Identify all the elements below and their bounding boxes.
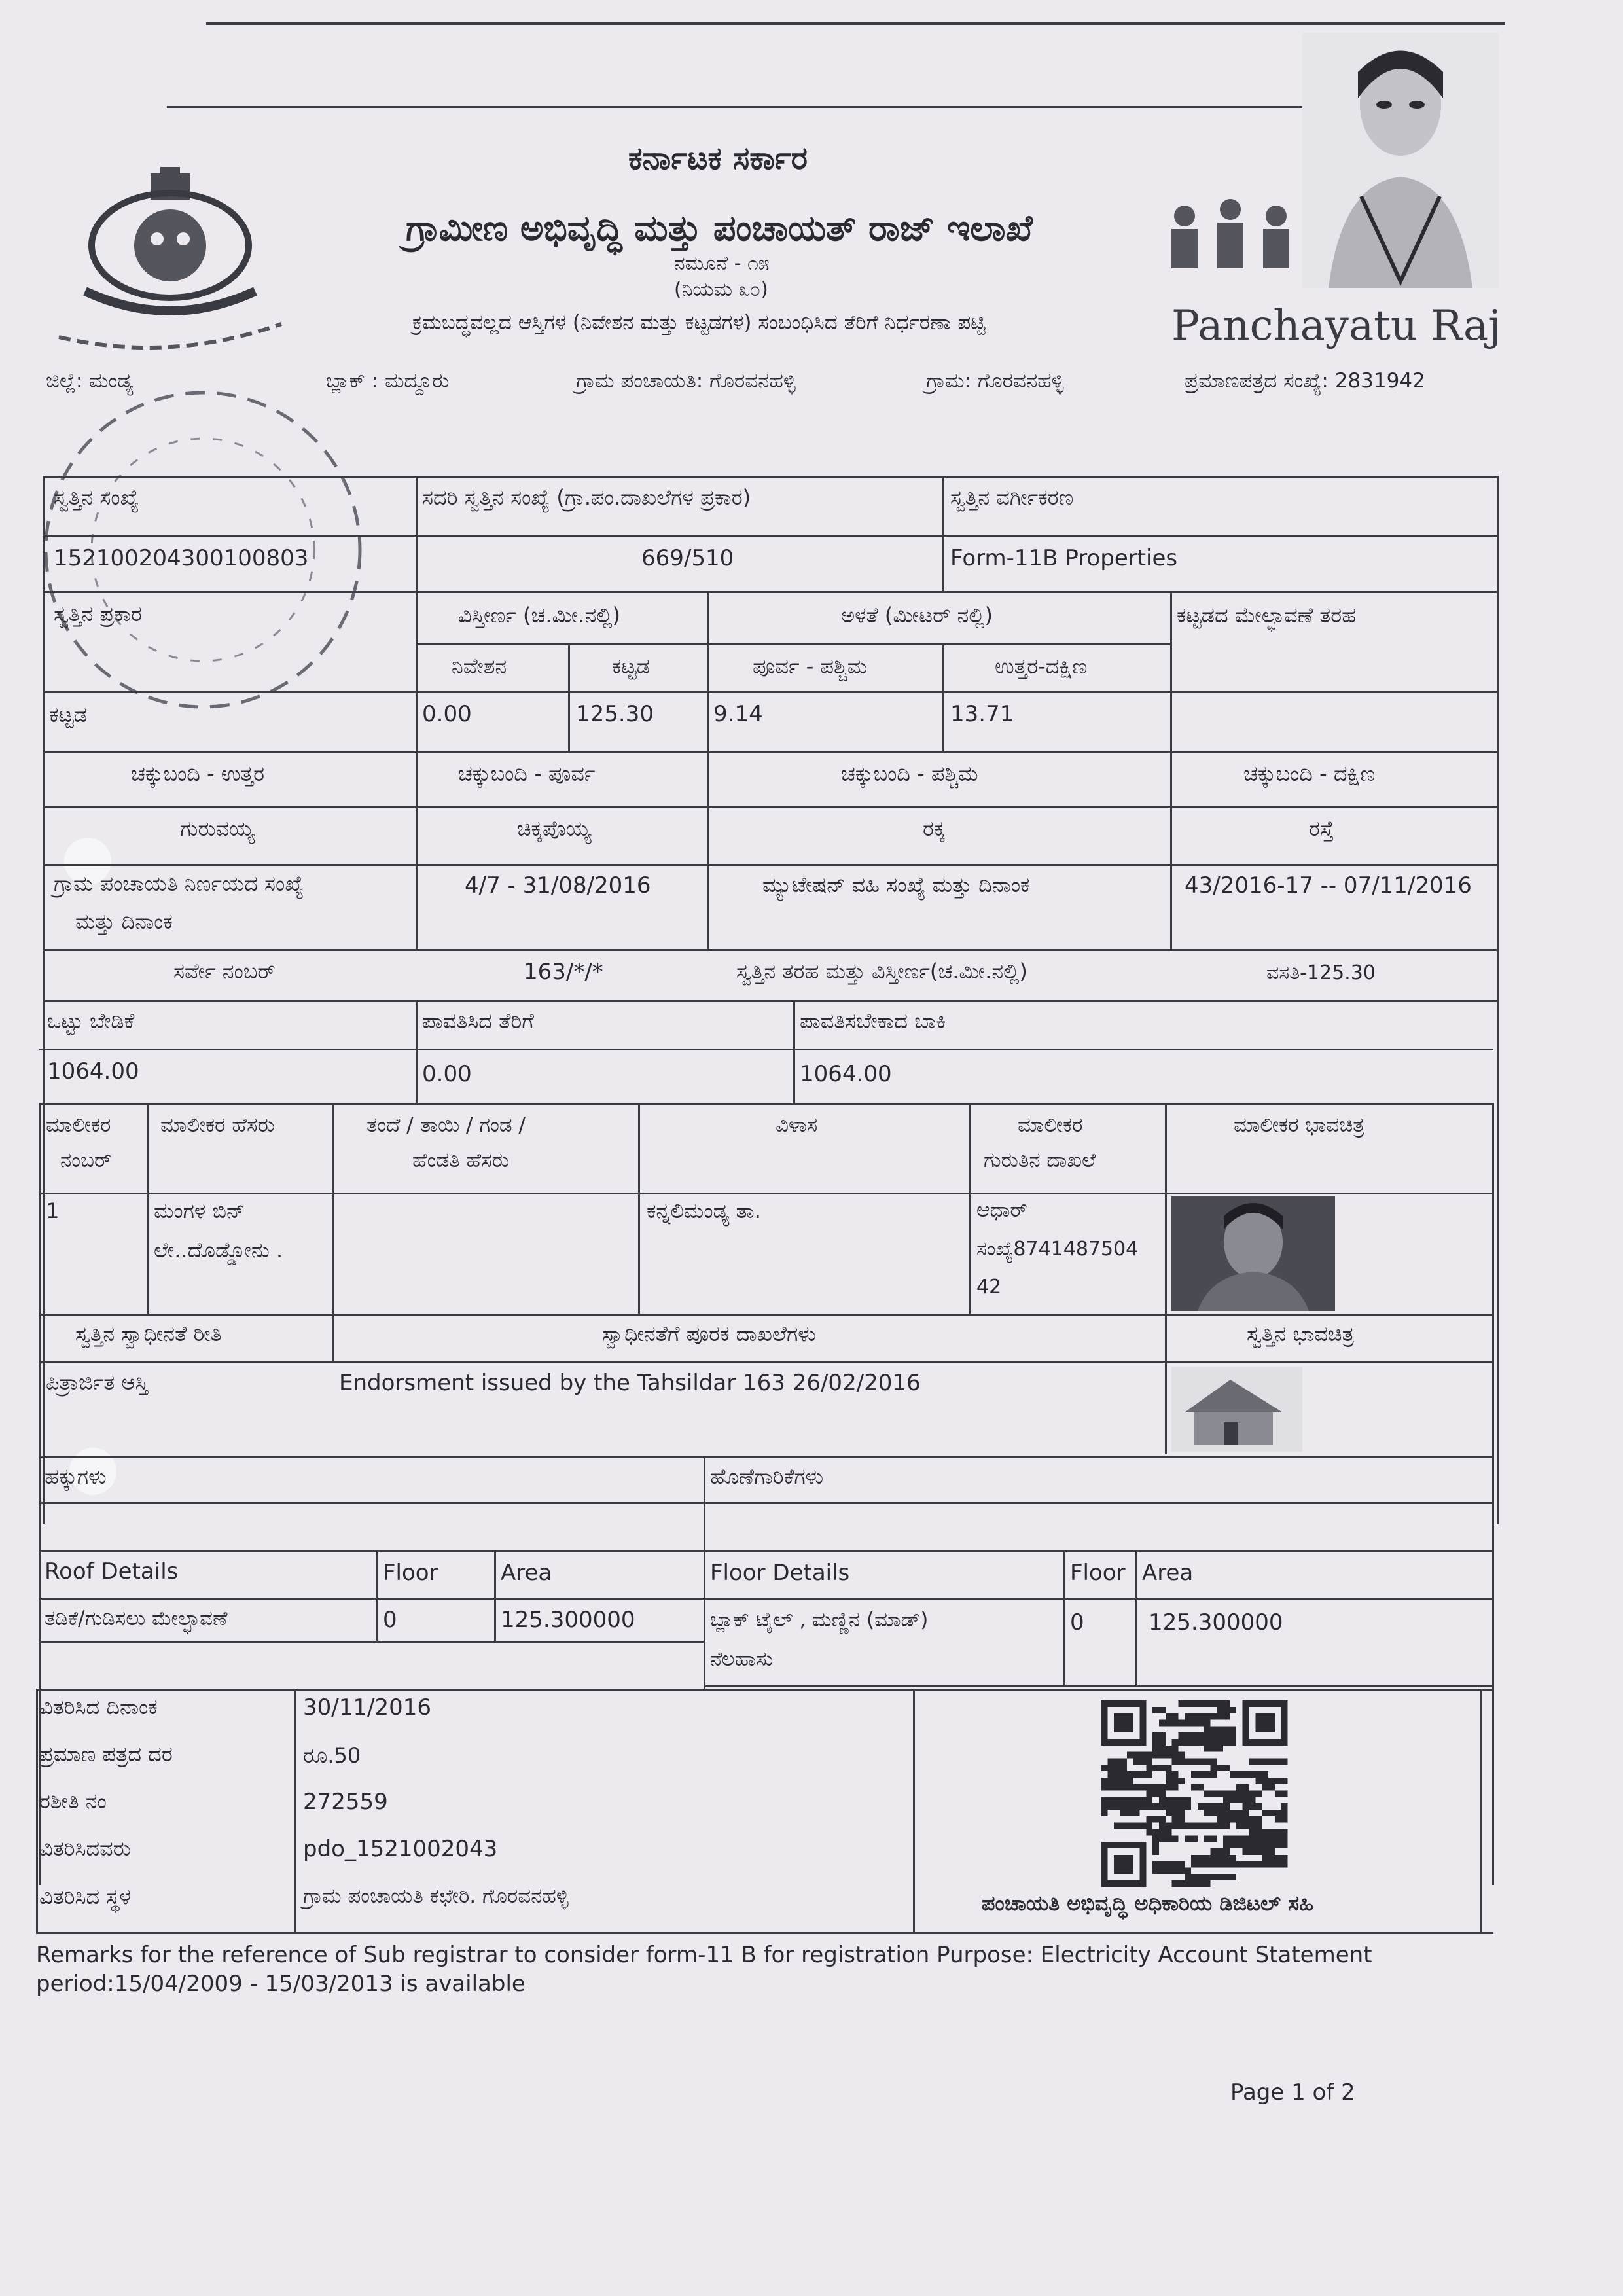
rights-label: ಹಕ್ಕುಗಳು — [45, 1464, 107, 1489]
table-rule — [39, 1641, 704, 1643]
owner-id-label: ಮಾಲೀಕರ — [1018, 1113, 1083, 1137]
owner-name-label: ಮಾಲೀಕರ ಹೆಸರು — [160, 1113, 275, 1137]
table-rule — [147, 1103, 149, 1314]
village: ಗ್ರಾಮ: ಗೊರವನಹಳ್ಳಿ — [926, 369, 1064, 393]
table-rule — [1492, 1103, 1494, 1885]
table-rule — [704, 1456, 705, 1689]
roof-floor-value: 0 — [383, 1607, 397, 1633]
block: ಬ್ಲಾಕ್ : ಮದ್ದೂರು — [326, 369, 450, 393]
department-title: ಗ್ರಾಮೀಣ ಅಭಿವೃದ್ಧಿ ಮತ್ತು ಪಂಚಾಯತ್ ರಾಜ್ ಇಲಾಖೆ — [406, 207, 1033, 249]
nature-area-label: ಸ್ವತ್ತಿನ ತರಹ ಮತ್ತು ವಿಸ್ತೀರ್ಣ(ಚ.ಮೀ.ನಲ್ಲಿ) — [736, 959, 1027, 984]
building-label: ಕಟ್ಟಡ — [612, 654, 650, 679]
table-rule — [39, 1103, 1493, 1105]
owner-id-label-line2: ಗುರುತಿನ ದಾಖಲೆ — [984, 1149, 1096, 1172]
ownership-mode-value: ಪಿತ್ರಾರ್ಜಿತ ಆಸ್ತಿ — [46, 1370, 149, 1395]
table-rule — [1063, 1550, 1065, 1685]
owner-photo-label: ಮಾಲೀಕರ ಭಾವಚಿತ್ರ — [1234, 1113, 1364, 1137]
floor-type-value: ಬ್ಲಾಕ್ ಟೈಲ್ , ಮಣ್ಣಿನ (ಮಾಡ್) — [710, 1608, 929, 1632]
east-boundary-value: ಚಿಕ್ಕಪೊಯ್ಯ — [517, 816, 592, 841]
site-label: ನಿವೇಶನ — [452, 654, 507, 679]
property-photo — [1171, 1367, 1302, 1452]
classification-label: ಸ್ವತ್ತಿನ ವರ್ಗೀಕರಣ — [950, 485, 1074, 510]
floor-details-header: Floor Details — [710, 1560, 850, 1586]
sadari-label: ಸದರಿ ಸ್ವತ್ತಿನ ಸಂಖ್ಯೆ (ಗ್ರಾ.ಪಂ.ದಾಖಲೆಗಳ ಪ್ರಕಾರ) — [422, 485, 751, 510]
owner-id-value-line3: 42 — [976, 1276, 1002, 1299]
owner-name-value-line2: ಲೇ..ದೊಡ್ಡೋನು . — [154, 1238, 283, 1263]
south-boundary-label: ಚಕ್ಕುಬಂದಿ - ದಕ್ಷಿಣ — [1243, 761, 1376, 786]
south-boundary-value: ರಸ್ತೆ — [1309, 816, 1334, 841]
floor-area-header: Area — [1142, 1560, 1194, 1586]
issued-by-value: pdo_1521002043 — [303, 1836, 498, 1862]
table-rule — [913, 1689, 915, 1932]
tax-paid-label: ಪಾವತಿಸಿದ ತೆರಿಗೆ — [422, 1009, 534, 1033]
owner-address-value: ಕನ್ನಲಿಮಂಡ್ಯ ತಾ. — [647, 1198, 761, 1223]
site-area-value: 0.00 — [422, 701, 472, 727]
header-rule — [167, 106, 1351, 108]
relation-label: ತಂದೆ / ತಾಯಿ / ಗಂಡ / — [366, 1113, 526, 1137]
owner-name-value: ಮಂಗಳ ಬಿನ್ — [154, 1198, 245, 1223]
table-rule — [416, 476, 418, 591]
certificate-fee-value: ರೂ.50 — [303, 1743, 361, 1768]
total-demand-value: 1064.00 — [47, 1058, 139, 1085]
form-name: ನಮೂನೆ - ೧೫ — [674, 252, 770, 275]
digital-signature-caption: ಪಂಚಾಯತಿ ಅಭಿವೃದ್ಧಿ ಅಧಿಕಾರಿಯ ಡಿಜಿಟಲ್ ಸಹಿ — [982, 1891, 1314, 1916]
table-rule — [416, 643, 1171, 645]
property-type-label: ಸ್ವತ್ತಿನ ಪ್ರಕಾರ — [54, 601, 142, 626]
sadari-value: 669/510 — [641, 545, 734, 571]
table-rule — [1497, 476, 1499, 1524]
table-rule — [704, 1685, 1493, 1687]
owner-number-value: 1 — [46, 1198, 60, 1223]
ownership-docs-label: ಸ್ವಾಧೀನತೆಗೆ ಪೂರಕ ದಾಖಲೆಗಳು — [602, 1321, 816, 1346]
remarks-line2: period:15/04/2009 - 15/03/2013 is available — [36, 1971, 526, 1997]
table-rule — [39, 1103, 41, 1885]
west-boundary-value: ರಕ್ಕ — [923, 816, 946, 841]
table-rule — [294, 1689, 296, 1932]
roof-type-value: ತಡಿಕೆ/ಗುಡಿಸಲು ಮೇಲ್ಛಾವಣೆ — [45, 1607, 228, 1630]
east-west-value: 9.14 — [713, 701, 763, 727]
liabilities-label: ಹೊಣೆಗಾರಿಕೆಗಳು — [710, 1464, 824, 1489]
table-rule — [36, 1932, 1493, 1934]
owner-number-label-line2: ನಂಬರ್ — [60, 1149, 112, 1172]
table-rule — [43, 591, 1498, 593]
table-rule — [43, 535, 1498, 537]
north-boundary-value: ಗುರುವಯ್ಯ — [180, 816, 255, 841]
table-rule — [43, 691, 1498, 693]
table-rule — [43, 751, 1498, 753]
table-rule — [39, 1598, 1493, 1600]
north-south-value: 13.71 — [950, 701, 1014, 727]
west-boundary-label: ಚಕ್ಕುಬಂದಿ - ಪಶ್ಚಿಮ — [841, 761, 978, 786]
roof-area-header: Area — [501, 1560, 552, 1586]
owner-number-label: ಮಾಲೀಕರ — [46, 1113, 111, 1137]
table-rule — [43, 864, 1498, 866]
table-rule — [43, 476, 1498, 478]
receipt-number-label: ರಶೀತಿ ನಂ — [39, 1789, 107, 1814]
receipt-number-value: 272559 — [303, 1789, 388, 1815]
survey-number-label: ಸರ್ವೇ ನಂಬರ್ — [173, 959, 276, 984]
owner-id-value: ಆಧಾರ್ — [976, 1198, 1027, 1222]
table-rule — [43, 1000, 1498, 1002]
table-rule — [793, 1000, 795, 1103]
address-label: ವಿಳಾಸ — [776, 1113, 818, 1137]
east-boundary-label: ಚಕ್ಕುಬಂದಿ - ಪೂರ್ವ — [458, 761, 596, 786]
table-rule — [1135, 1550, 1137, 1685]
table-rule — [39, 1193, 1493, 1194]
logo-text: Panchayatu Raj — [1171, 302, 1502, 350]
rule-number: (ನಿಯಮ ೩೦) — [674, 278, 768, 301]
table-rule — [43, 806, 1498, 808]
owner-passport-photo — [1302, 33, 1499, 288]
qr-code-icon — [1099, 1700, 1289, 1887]
table-rule — [416, 1000, 418, 1103]
gram-panchayat: ಗ್ರಾಮ ಪಂಚಾಯತಿ: ಗೊರವನಹಳ್ಳಿ — [576, 369, 796, 393]
table-rule — [942, 643, 944, 751]
table-rule — [568, 643, 570, 751]
nature-area-value: ವಸತಿ-125.30 — [1266, 961, 1376, 984]
certificate-number: ಪ್ರಮಾಣಪತ್ರದ ಸಂಖ್ಯೆ: 2831942 — [1185, 369, 1425, 393]
north-south-label: ಉತ್ತರ-ದಕ್ಷಿಣ — [995, 654, 1088, 679]
table-rule — [36, 1689, 1493, 1691]
roof-floor-header: Floor — [383, 1560, 438, 1586]
certificate-fee-label: ಪ್ರಮಾಣ ಪತ್ರದ ದರ — [39, 1742, 173, 1767]
owner-id-value-line2: ಸಂಖ್ಯೆ8741487504 — [976, 1238, 1139, 1261]
property-type-value: ಕಟ್ಟಡ — [49, 702, 87, 727]
top-rule — [206, 22, 1505, 25]
resolution-label-line2: ಮತ್ತು ದಿನಾಂಕ — [75, 909, 173, 934]
document-subtitle: ಕ್ರಮಬದ್ಧವಲ್ಲದ ಆಸ್ತಿಗಳ (ನಿವೇಶನ ಮತ್ತು ಕಟ್ಟಡಗಳ) ಸಂಬಂಧಿಸಿದ ತೆರಿಗೆ ನಿರ್ಧರಣಾ ಪಟ್ಟಿ — [412, 311, 986, 334]
area-label: ವಿಸ್ತೀರ್ಣ (ಚ.ಮೀ.ನಲ್ಲಿ) — [458, 603, 620, 628]
survey-number-value: 163/*/* — [524, 959, 603, 985]
owner-photo — [1171, 1196, 1335, 1311]
table-rule — [39, 1049, 1493, 1050]
table-rule — [707, 591, 709, 949]
roof-area-value: 125.300000 — [501, 1607, 635, 1633]
table-rule — [942, 476, 944, 591]
table-rule — [969, 1103, 971, 1314]
floor-floor-value: 0 — [1070, 1609, 1084, 1636]
table-rule — [376, 1550, 378, 1641]
table-rule — [1170, 591, 1172, 949]
issue-place-value: ಗ್ರಾಮ ಪಂಚಾಯತಿ ಕಛೇರಿ. ಗೊರವನಹಳ್ಳಿ — [303, 1884, 569, 1908]
balance-value: 1064.00 — [800, 1061, 892, 1087]
property-id-label: ಸ್ವತ್ತಿನ ಸಂಖ್ಯೆ — [54, 485, 139, 510]
karnataka-emblem-icon — [46, 167, 294, 389]
mutation-value: 43/2016-17 -- 07/11/2016 — [1185, 872, 1472, 899]
table-rule — [638, 1103, 640, 1314]
table-rule — [43, 949, 1498, 951]
ownership-mode-label: ಸ್ವತ್ತಿನ ಸ್ವಾಧೀನತೆ ರೀತಿ — [75, 1321, 222, 1346]
floor-area-value: 125.300000 — [1149, 1609, 1283, 1636]
table-rule — [332, 1103, 334, 1361]
relation-label-line2: ಹೆಂಡತಿ ಹೆಸರು — [412, 1149, 509, 1172]
roof-type-label: ಕಟ್ಟಡದ ಮೇಲ್ಛಾವಣೆ ತರಹ — [1177, 603, 1357, 628]
issue-date-label: ವಿತರಿಸಿದ ದಿನಾಂಕ — [39, 1695, 158, 1719]
issue-date-value: 30/11/2016 — [303, 1695, 431, 1721]
table-rule — [416, 591, 418, 949]
roof-details-header: Roof Details — [45, 1558, 179, 1585]
district: ಜಿಲ್ಲೆ: ಮಂಡ್ಯ — [46, 369, 134, 393]
property-id-value: 152100204300100803 — [54, 545, 309, 571]
table-rule — [36, 1689, 38, 1932]
east-west-label: ಪೂರ್ವ - ಪಶ್ಚಿಮ — [753, 654, 868, 679]
property-photo-label: ಸ್ವತ್ತಿನ ಭಾವಚಿತ್ರ — [1247, 1321, 1354, 1346]
ownership-docs-value: Endorsment issued by the Tahsildar 163 26/02/2016 — [339, 1370, 921, 1396]
government-title: ಕರ್ನಾಟಕ ಸರ್ಕಾರ — [628, 140, 808, 177]
classification-value: Form-11B Properties — [950, 545, 1178, 571]
resolution-value: 4/7 - 31/08/2016 — [465, 872, 651, 899]
table-rule — [39, 1502, 1493, 1504]
page-number: Page 1 of 2 — [1230, 2079, 1355, 2106]
table-rule — [43, 476, 45, 1524]
remarks-line1: Remarks for the reference of Sub registrar to consider form-11 B for registration Purpose: Electricity Account Statement — [36, 1942, 1372, 1968]
table-rule — [39, 1550, 1493, 1552]
mutation-label: ಮ್ಯುಟೇಷನ್ ವಹಿ ಸಂಖ್ಯೆ ಮತ್ತು ದಿನಾಂಕ — [762, 872, 1030, 897]
table-rule — [39, 1314, 1493, 1316]
tax-paid-value: 0.00 — [422, 1061, 472, 1087]
balance-label: ಪಾವತಿಸಬೇಕಾದ ಬಾಕಿ — [800, 1009, 946, 1033]
floor-type-value-line2: ನೆಲಹಾಸು — [710, 1647, 774, 1671]
building-area-value: 125.30 — [576, 701, 654, 727]
issued-by-label: ವಿತರಿಸಿದವರು — [39, 1836, 131, 1861]
table-rule — [494, 1550, 496, 1641]
north-boundary-label: ಚಕ್ಕುಬಂದಿ - ಉತ್ತರ — [131, 761, 265, 786]
measurement-label: ಅಳತೆ (ಮೀಟರ್ ನಲ್ಲಿ) — [841, 603, 993, 628]
table-rule — [39, 1361, 1493, 1363]
table-rule — [1480, 1689, 1482, 1932]
issue-place-label: ವಿತರಿಸಿದ ಸ್ಥಳ — [39, 1884, 131, 1909]
floor-floor-header: Floor — [1070, 1560, 1126, 1586]
resolution-label: ಗ್ರಾಮ ಪಂಚಾಯತಿ ನಿರ್ಣಯದ ಸಂಖ್ಯೆ — [54, 871, 304, 896]
table-rule — [39, 1456, 1493, 1458]
total-demand-label: ಒಟ್ಟು ಬೇಡಿಕೆ — [47, 1009, 135, 1033]
table-rule — [1165, 1103, 1167, 1454]
